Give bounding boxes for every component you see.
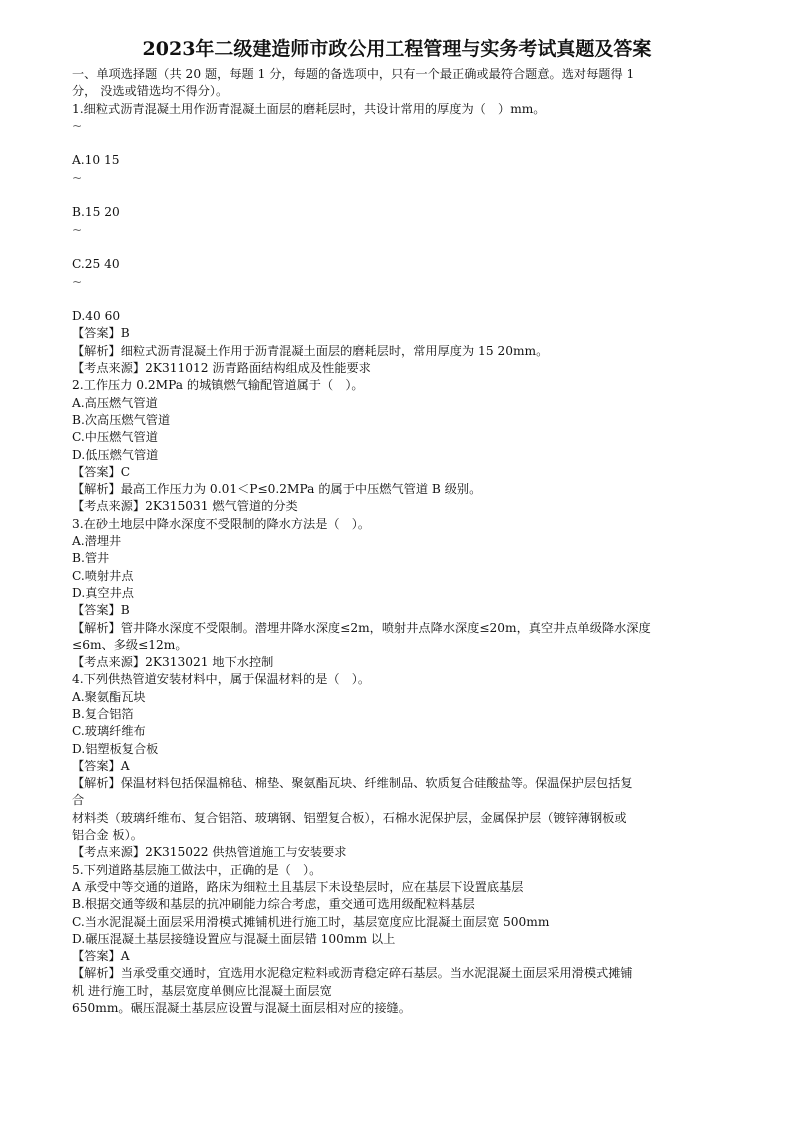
document-line: D.真空井点: [72, 585, 134, 600]
document-line: A 承受中等交通的道路，路床为细粒土且基层下未设垫层时，应在基层下设置底基层: [72, 879, 524, 894]
document-line: 【答案】A: [72, 949, 130, 964]
document-line: A.聚氨酯瓦块: [72, 689, 146, 704]
document-line: 【解析】最高工作压力为 0.01＜P≤0.2MPa 的属于中压燃气管道 B 级别。: [72, 482, 482, 497]
document-line: A.10 15: [72, 153, 120, 168]
document-line: 一、单项选择题（共 20 题，每题 1 分，每题的备选项中，只有一个最正确或最符合题意。选对每题得 1: [72, 67, 635, 81]
document-line: ≤6m、多级≤12m。: [72, 637, 188, 652]
document-line: 【答案】C: [72, 464, 131, 479]
document-line: 【考点来源】2K313021 地下水控制: [72, 655, 274, 670]
document-line: 5.下列道路基层施工做法中，正确的是（ ）。: [72, 862, 322, 877]
document-line: 4.下列供热管道安装材料中，属于保温材料的是（ ）。: [72, 672, 371, 687]
document-line: [72, 239, 732, 256]
document-line: B.管井: [72, 551, 110, 566]
document-line: 分， 没选或错选均不得分）。: [72, 84, 229, 99]
document-line: 【解析】当承受重交通时，宜选用水泥稳定粒料或沥青稳定碎石基层。当水泥混凝土面层采用滑模式摊铺: [72, 966, 633, 981]
document-line: 3.在砂土地层中降水深度不受限制的降水方法是（ ）。: [72, 516, 371, 531]
document-line: 【答案】B: [72, 603, 130, 618]
document-line: [72, 187, 732, 204]
page-title: 2023年二级建造师市政公用工程管理与实务考试真题及答案: [142, 38, 652, 60]
document-line: C.玻璃纤维布: [72, 724, 146, 739]
document-line: 650mm。碾压混凝土基层应设置与混凝土面层相对应的接缝。: [72, 1001, 411, 1016]
document-line: 铝合金 板）。: [72, 828, 143, 843]
document-line: D.低压燃气管道: [72, 447, 159, 462]
document-line: B.根据交通等级和基层的抗冲刷能力综合考虑，重交通可选用级配粒料基层: [72, 897, 475, 912]
document-line: 合: [72, 793, 85, 808]
document-line: 机 进行施工时，基层宽度单侧应比混凝土面层宽: [72, 983, 332, 998]
document-line: C.喷射井点: [72, 568, 134, 583]
document-line: A.潜埋井: [72, 534, 122, 549]
document-line: B.次高压燃气管道: [72, 412, 171, 427]
separator-line: ~: [72, 118, 83, 133]
document-line: B.15 20: [72, 205, 120, 220]
separator-line: ~: [72, 170, 83, 185]
separator-line: ~: [72, 274, 83, 289]
document-line: 【解析】保温材料包括保温棉毡、棉垫、聚氨酯瓦块、纤维制品、软质复合硅酸盐等。保温保护层包括复: [72, 776, 633, 791]
separator-line: ~: [72, 222, 83, 237]
document-line: C.中压燃气管道: [72, 430, 158, 445]
document-line: 1.细粒式沥青混凝土用作沥青混凝土面层的磨耗层时，共设计常用的厚度为（ ）mm。: [72, 101, 546, 116]
document-line: D.碾压混凝土基层接缝设置应与混凝土面层错 100mm 以上: [72, 931, 396, 946]
document-line: D.40 60: [72, 309, 121, 324]
document-line: 【考点来源】2K315031 燃气管道的分类: [72, 499, 298, 514]
document-line: 【解析】细粒式沥青混凝土作用于沥青混凝土面层的磨耗层时，常用厚度为 15 20mm。: [72, 343, 549, 358]
document-line: 材料类（玻璃纤维布、复合铝箔、玻璃钢、铝塑复合板），石棉水泥保护层，金属保护层（镀锌薄钢板或: [72, 810, 627, 825]
document-line: 【考点来源】2K315022 供热管道施工与安装要求: [72, 845, 347, 860]
document-line: 2.工作压力 0.2MPa 的城镇燃气输配管道属于（ ）。: [72, 378, 364, 393]
document-line: 【答案】A: [72, 758, 130, 773]
document-line: 【答案】B: [72, 326, 130, 341]
document-line: 【考点来源】2K311012 沥青路面结构组成及性能要求: [72, 361, 371, 376]
document-line: [72, 135, 732, 152]
document-line: C.当水泥混凝土面层采用滑模式摊铺机进行施工时，基层宽度应比混凝土面层宽 500mm: [72, 914, 550, 929]
document-body: [72, 66, 732, 1017]
document-line: B.复合铝箔: [72, 706, 134, 721]
document-line: D.铝塑板复合板: [72, 741, 159, 756]
document-line: C.25 40: [72, 257, 120, 272]
document-line: 【解析】管井降水深度不受限制。潜埋井降水深度≤2m，喷射井点降水深度≤20m，真空井点单级降水深度: [72, 620, 651, 635]
document-line: [72, 291, 732, 308]
document-line: A.高压燃气管道: [72, 395, 158, 410]
